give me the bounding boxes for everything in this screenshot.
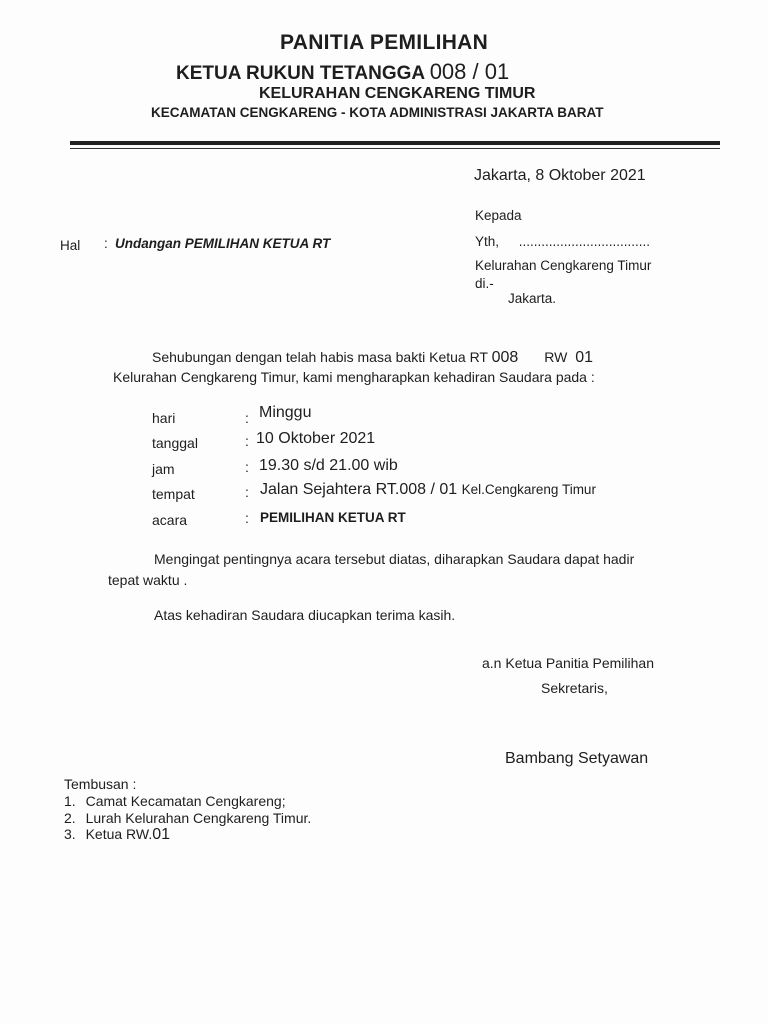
detail-colon: : <box>245 459 249 475</box>
letterhead-rule-thick <box>70 141 720 145</box>
body-para1-line1 <box>152 349 593 367</box>
recipient-kepada: Kepada <box>475 208 522 223</box>
detail-value-hari: Minggu <box>259 404 312 421</box>
body-rw-label: RW <box>544 349 568 365</box>
recipient-yth-dots: ................................... <box>518 234 651 249</box>
letter-date: Jakarta, 8 Oktober 2021 <box>474 167 646 184</box>
detail-colon: : <box>245 410 249 426</box>
letterhead-rt-text: KETUA RUKUN TETANGGA <box>176 63 425 84</box>
recipient-org: Kelurahan Cengkareng Timur <box>475 258 652 273</box>
detail-label-tempat: tempat <box>152 486 195 502</box>
detail-label-tanggal: tanggal <box>152 435 198 451</box>
body-para1-line2: Kelurahan Cengkareng Timur, kami mengharapkan kehadiran Saudara pada : <box>113 369 595 385</box>
tembusan-item-number: 1. <box>64 793 76 809</box>
recipient-city: Jakarta. <box>508 291 557 306</box>
subject-label: Hal <box>60 238 81 253</box>
detail-colon: : <box>245 510 249 526</box>
subject-colon: : <box>104 236 108 251</box>
subject-text: Undangan PEMILIHAN KETUA RT <box>115 236 331 251</box>
tembusan-item-number: 2. <box>64 810 76 826</box>
tembusan-item <box>64 793 286 809</box>
detail-value-acara: PEMILIHAN KETUA RT <box>260 510 406 525</box>
detail-value-tempat-row <box>260 481 596 499</box>
recipient-yth-label: Yth, <box>475 234 500 249</box>
body-para2-line1: Mengingat pentingnya acara tersebut diatas, diharapkan Saudara dapat hadir <box>154 551 635 567</box>
detail-value-jam: 19.30 s/d 21.00 wib <box>259 457 398 474</box>
body-para2-line2: tepat waktu . <box>108 572 188 588</box>
tembusan-item <box>64 810 311 826</box>
signature-line1: a.n Ketua Panitia Pemilihan <box>482 655 654 671</box>
letterhead-kecamatan: KECAMATAN CENGKARENG - KOTA ADMINISTRASI JAKARTA BARAT <box>151 105 604 120</box>
tembusan-item-text: Lurah Kelurahan Cengkareng Timur. <box>85 810 312 826</box>
body-rt-number: 008 <box>491 349 519 366</box>
letterhead-title: PANITIA PEMILIHAN <box>280 31 489 54</box>
detail-label-hari: hari <box>152 410 176 426</box>
tembusan-item <box>64 826 170 844</box>
tembusan-title: Tembusan : <box>64 776 137 792</box>
detail-value-tanggal: 10 Oktober 2021 <box>256 430 376 447</box>
detail-value-tempat-extra: Kel.Cengkareng Timur <box>461 482 596 497</box>
recipient-di: di.- <box>475 276 494 291</box>
tembusan-item-text: Camat Kecamatan Cengkareng; <box>85 793 286 809</box>
signature-line2: Sekretaris, <box>541 680 608 696</box>
detail-label-jam: jam <box>152 461 175 477</box>
detail-label-acara: acara <box>152 512 188 528</box>
detail-colon: : <box>245 433 249 449</box>
letterhead-kelurahan: KELURAHAN CENGKARENG TIMUR <box>259 85 536 102</box>
body-para3: Atas kehadiran Saudara diucapkan terima kasih. <box>154 607 456 623</box>
tembusan-item-rw-number: 01 <box>152 826 171 843</box>
tembusan-item-number: 3. <box>64 826 76 842</box>
body-para1-text: Sehubungan dengan telah habis masa bakti Ketua RT <box>152 349 488 365</box>
body-rw-number: 01 <box>575 349 593 366</box>
detail-value-tempat: Jalan Sejahtera RT.008 / 01 <box>260 481 458 498</box>
signature-name: Bambang Setyawan <box>505 750 649 767</box>
detail-colon: : <box>245 484 249 500</box>
letterhead-rule-thin <box>70 148 720 149</box>
letterhead-rt-line <box>176 59 509 85</box>
tembusan-item-text: Ketua RW. <box>85 826 153 842</box>
recipient-yth <box>475 234 650 249</box>
letterhead-rt-number: 008 / 01 <box>429 59 510 84</box>
